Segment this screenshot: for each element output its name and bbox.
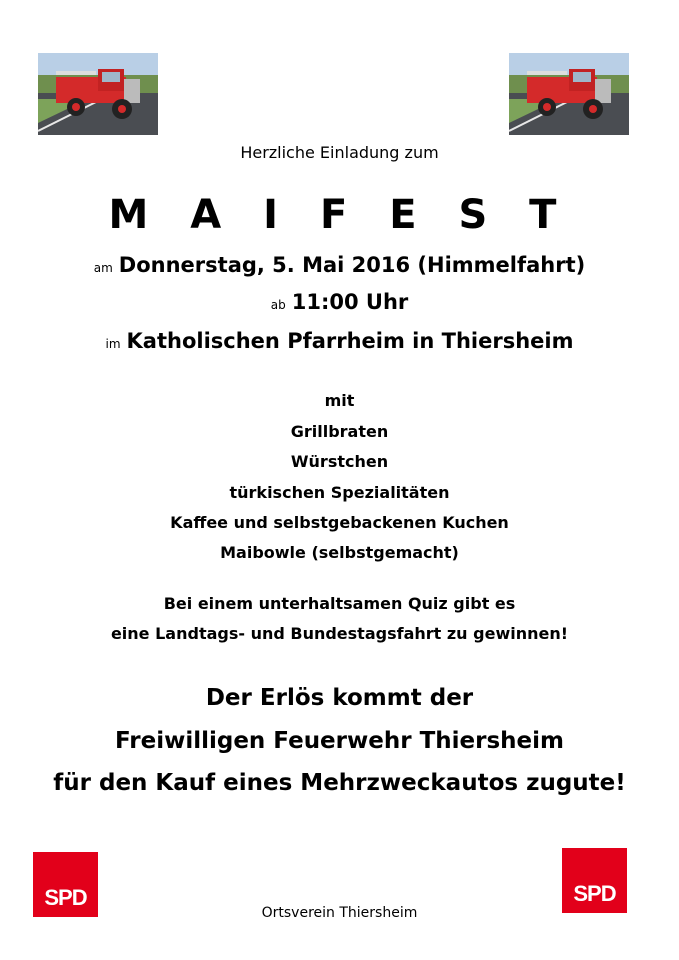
- fire-truck-photo-left: [38, 53, 158, 135]
- proceeds-line: Freiwilligen Feuerwehr Thiersheim: [115, 728, 564, 754]
- offer-item: Würstchen: [290, 452, 389, 471]
- fire-truck-photo-right: [509, 53, 629, 135]
- proceeds-line: für den Kauf eines Mehrzweckautos zugute!: [53, 770, 626, 796]
- invitation-line: Herzliche Einladung zum: [240, 143, 439, 162]
- proceeds-line: Der Erlös kommt der: [205, 685, 474, 711]
- footer-text: Ortsverein Thiersheim: [261, 905, 418, 921]
- quiz-line: Bei einem unterhaltsamen Quiz gibt es: [163, 594, 516, 613]
- event-place: Katholischen Pfarrheim in Thiersheim: [126, 329, 574, 353]
- offer-item: Kaffee und selbstgebackenen Kuchen: [170, 513, 509, 532]
- event-time: 11:00 Uhr: [291, 290, 409, 314]
- offer-item: türkischen Spezialitäten: [229, 483, 450, 502]
- place-prefix: im: [105, 337, 121, 351]
- quiz-line: eine Landtags- und Bundestagsfahrt zu gewinnen!: [110, 624, 569, 643]
- spd-logo-text: SPD: [573, 881, 616, 906]
- time-prefix: ab: [270, 298, 286, 312]
- event-title: M A I F E S T: [108, 192, 571, 238]
- event-date: Donnerstag, 5. Mai 2016 (Himmelfahrt): [118, 253, 586, 277]
- offer-item: mit: [324, 391, 355, 410]
- place-line: [0, 329, 679, 353]
- time-line: [0, 290, 679, 314]
- date-prefix: am: [93, 261, 113, 275]
- spd-logo-text: SPD: [44, 885, 87, 910]
- offer-item: Maibowle (selbstgemacht): [220, 543, 459, 562]
- spd-logo-right: [562, 848, 627, 913]
- date-line: [0, 253, 679, 277]
- offer-item: Grillbraten: [290, 422, 389, 441]
